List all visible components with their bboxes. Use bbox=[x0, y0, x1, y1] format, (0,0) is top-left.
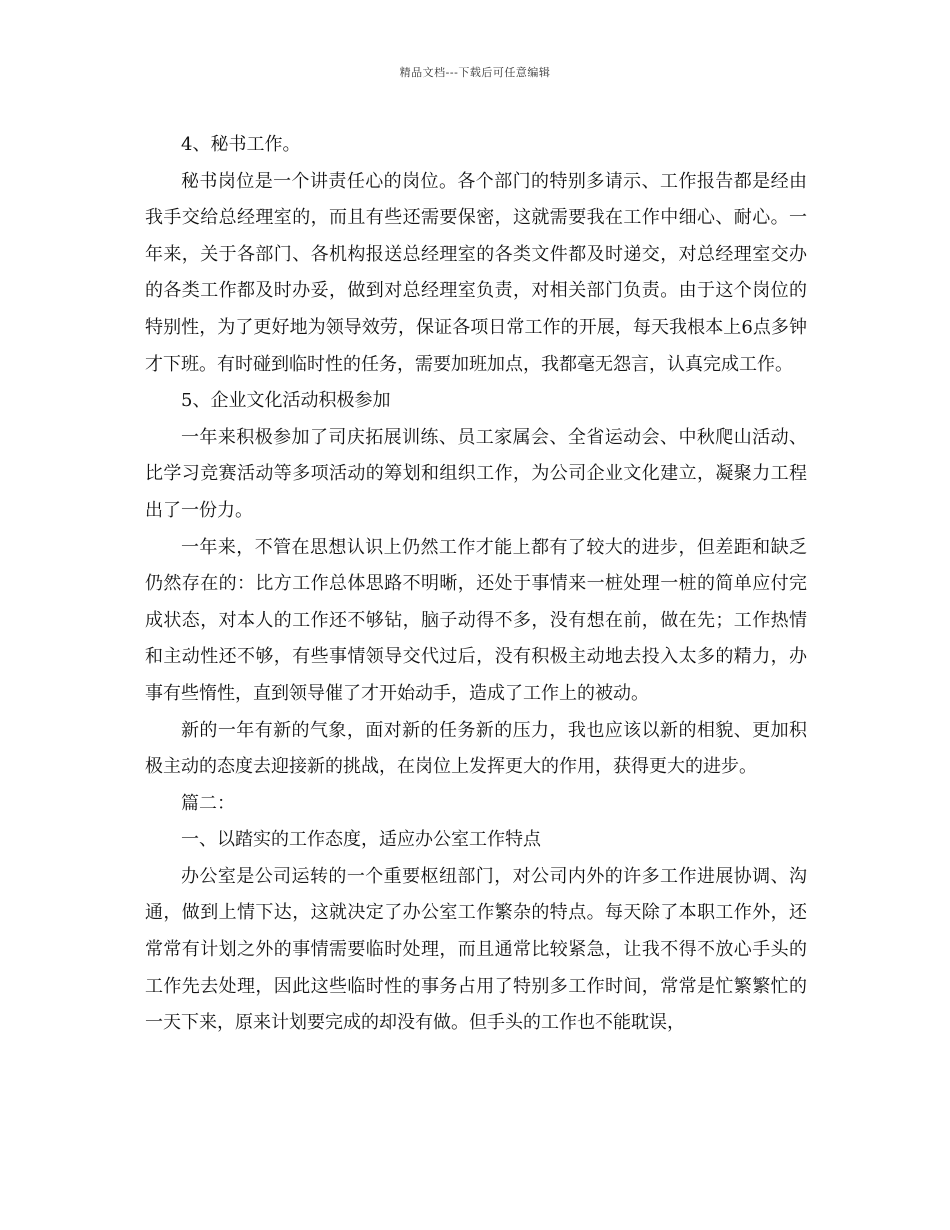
heading-secretary-work: 4、秘书工作。 bbox=[181, 134, 301, 155]
heading-corporate-culture: 5、企业文化活动积极参加 bbox=[181, 390, 391, 412]
page-header: 精品文档---下载后可任意编辑 bbox=[399, 66, 551, 79]
paragraph-shortcomings: 一年来，不管在思想认识上仍然工作才能上都有了较大的进步，但差距和缺乏仍然存在的：比方工作总体思路不明晰，还处于事情来一桩处理一桩的简单应付完成状态，对本人的工作还不够钻，脑子动得不多，没有想在前，做在先；工作热情和主动性还不够，有些事情领导交代过后，没有积极主动地去投入太多的精力，办事有些惰性，直到领导催了才开始动手，造成了工作上的被动。 bbox=[145, 536, 807, 704]
paragraph-secretary-duties: 秘书岗位是一个讲责任心的岗位。各个部门的特别多请示、工作报告都是经由我手交给总经理室的，而且有些还需要保密，这就需要我在工作中细心、耐心。一年来，关于各部门、各机构报送总经理室的各类文件都及时递交，对总经理室交办的各类工作都及时办妥，做到对总经理室负责，对相关部门负责。由于这个岗位的特别性，为了更好地为领导效劳，保证各项日常工作的开展，每天我根本上6点多钟才下班。有时碰到临时性的任务，需要加班加点，我都毫无怨言，认真完成工作。 bbox=[145, 170, 807, 375]
paragraph-office-role: 办公室是公司运转的一个重要枢纽部门，对公司内外的许多工作进展协调、沟通，做到上情下达，这就决定了办公室工作繁杂的特点。每天除了本职工作外，还常常有计划之外的事情需要临时处理，而且通常比较紧急，让我不得不放心手头的工作先去处理，因此这些临时性的事务占用了特别多工作时间，常常是忙繁繁忙的一天下来，原来计划要完成的却没有做。但手头的工作也不能耽误， bbox=[145, 865, 807, 1034]
heading-work-attitude: 一、以踏实的工作态度，适应办公室工作特点 bbox=[181, 829, 541, 851]
heading-part-two: 篇二： bbox=[181, 792, 235, 814]
paragraph-new-year: 新的一年有新的气象，面对新的任务新的压力，我也应该以新的相貌、更加积极主动的态度去迎接新的挑战，在岗位上发挥更大的作用，获得更大的进步。 bbox=[145, 719, 807, 778]
document-body bbox=[145, 127, 807, 1042]
paragraph-culture-activities: 一年来积极参加了司庆拓展训练、员工家属会、全省运动会、中秋爬山活动、比学习竞赛活动等多项活动的筹划和组织工作，为公司企业文化建立，凝聚力工程出了一份力。 bbox=[145, 426, 807, 521]
